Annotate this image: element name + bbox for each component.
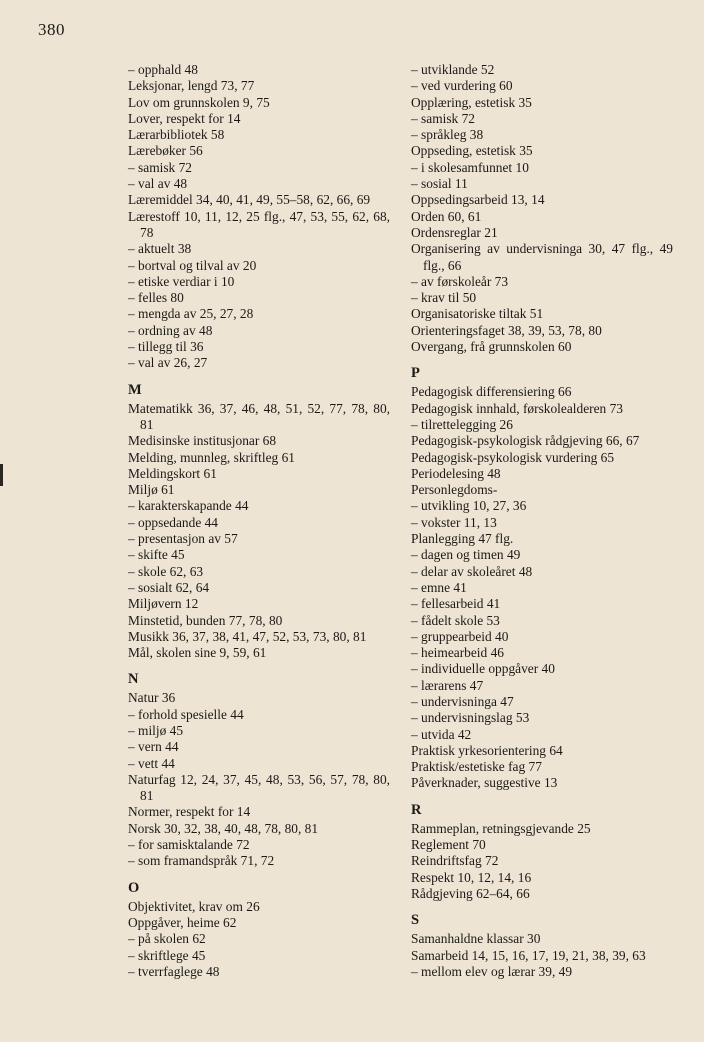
index-entry: Lover, respekt for 14 [128,110,241,126]
index-entry: Mål, skolen sine 9, 59, 61 [128,645,267,661]
index-entry: Reindriftsfag 72 [411,853,499,869]
index-section [128,879,390,980]
index-entry: Organisatoriske tiltak 51 [411,306,544,322]
section-letter: P [411,365,420,382]
index-entry: – val av 26, 27 [128,355,208,371]
index-entry: – skifte 45 [128,547,185,563]
index-entry: – lærarens 47 [411,677,484,693]
index-entry: – vokster 11, 13 [411,514,497,530]
index-entry: – heimearbeid 46 [411,645,504,661]
index-entry: Natur 36 [128,690,176,706]
index-entry: Organisering av undervisninga 30, 47 flg., 49 flg., 66 [411,241,673,273]
index-entry: Personlegdoms- [411,482,498,498]
index-entry: – sosialt 62, 64 [128,579,210,595]
index-entry: – felles 80 [128,290,184,306]
index-section [411,62,673,355]
index-section [411,801,673,902]
index-entry: – vern 44 [128,739,179,755]
index-entry: – på skolen 62 [128,931,206,947]
index-entry: Lærebøker 56 [128,143,203,159]
index-entry: Lærestoff 10, 11, 12, 25 flg., 47, 53, 55, 62, 68, 78 [128,208,390,240]
index-entry: Lov om grunnskolen 9, 75 [128,94,270,110]
index-entry: – samisk 72 [411,110,475,126]
section-letter: N [128,671,139,688]
index-entry: – tverrfaglege 48 [128,963,220,979]
index-entry: – fellesarbeid 41 [411,596,501,612]
index-entry: Pedagogisk-psykologisk vurdering 65 [411,449,615,465]
index-entry: – som framandspråk 71, 72 [128,853,275,869]
index-entry: Minstetid, bunden 77, 78, 80 [128,612,283,628]
index-entry: – av førskoleår 73 [411,273,509,289]
index-entry: Musikk 36, 37, 38, 41, 47, 52, 53, 73, 80, 81 [128,628,367,644]
index-entry: – ved vurdering 60 [411,78,513,94]
index-section [128,381,390,662]
index-entry: Oppseding, estetisk 35 [411,143,533,159]
index-entry: Leksjonar, lengd 73, 77 [128,78,255,94]
index-section [128,670,390,869]
index-entry: Planlegging 47 flg. [411,531,514,547]
index-entry: – mellom elev og lærar 39, 49 [411,963,573,979]
index-entry: Miljø 61 [128,482,175,498]
index-entry: – undervisninga 47 [411,693,514,709]
index-entry: – utviklande 52 [411,62,495,77]
index-entry: – utvida 42 [411,726,472,742]
page-number: 380 [38,20,65,39]
section-letter: S [411,912,420,929]
index-entry: Samanhaldne klassar 30 [411,931,541,947]
index-entry: Miljøvern 12 [128,596,199,612]
index-entry: – dagen og timen 49 [411,547,521,563]
index-entry: – utvikling 10, 27, 36 [411,498,527,514]
index-entry: Melding, munnleg, skriftleg 61 [128,449,295,465]
index-entry: Norsk 30, 32, 38, 40, 48, 78, 80, 81 [128,820,319,836]
index-entry: – forhold spesielle 44 [128,706,244,722]
index-entry: Overgang, frå grunnskolen 60 [411,339,572,355]
index-entry: – skriftlege 45 [128,947,206,963]
index-entry: Oppsedingsarbeid 13, 14 [411,192,545,208]
index-entry: Medisinske institusjonar 68 [128,433,277,449]
index-entry: – språkleg 38 [411,127,484,143]
index-column-left [128,62,390,980]
index-entry: – miljø 45 [128,722,184,738]
index-entry: – opphald 48 [128,62,198,77]
index-entry: – individuelle oppgåver 40 [411,661,555,677]
index-entry: Pedagogisk-psykologisk rådgjeving 66, 67 [411,433,640,449]
index-entry: – bortval og tilval av 20 [128,257,257,273]
index-entry: Rådgjeving 62–64, 66 [411,885,530,901]
index-entry: – fådelt skole 53 [411,612,500,628]
index-entry: – tilrettelegging 26 [411,416,513,432]
index-entry: Orienteringsfaget 38, 39, 53, 78, 80 [411,322,602,338]
index-entry: Pedagogisk differensiering 66 [411,384,572,400]
index-entry: Periodelesing 48 [411,465,501,481]
index-entry: – vett 44 [128,755,175,771]
index-entry: – ordning av 48 [128,322,213,338]
index-entry: Påverknader, suggestive 13 [411,775,558,791]
index-entry: Meldingskort 61 [128,465,217,481]
edge-mark [0,464,3,486]
section-letter: O [128,879,140,896]
index-entry: Naturfag 12, 24, 37, 45, 48, 53, 56, 57, 78, 80, 81 [128,771,390,804]
index-entry: – i skolesamfunnet 10 [411,159,529,175]
index-entry: – gruppearbeid 40 [411,628,509,644]
index-entry: Opplæring, estetisk 35 [411,94,532,110]
index-entry: – presentasjon av 57 [128,531,238,547]
index-entry: – aktuelt 38 [128,241,192,257]
index-entry: Rammeplan, retningsgjevande 25 [411,820,591,836]
index-entry: – karakterskapande 44 [128,498,249,514]
index-section [411,364,673,791]
index-entry: – tillegg til 36 [128,339,204,355]
index-entry: Matematikk 36, 37, 46, 48, 51, 52, 77, 78, 80, 81 [128,400,390,432]
index-entry: – for samisktalande 72 [128,837,250,853]
section-letter: M [128,381,142,398]
index-entry: Samarbeid 14, 15, 16, 17, 19, 21, 38, 39, 63 [411,947,646,963]
section-letter: R [411,801,422,818]
index-entry: Ordensreglar 21 [411,224,498,240]
index-column-right [411,62,673,980]
index-entry: Respekt 10, 12, 14, 16 [411,869,532,885]
index-entry: – samisk 72 [128,159,192,175]
index-entry: Praktisk/estetiske fag 77 [411,759,542,775]
index-section [411,911,673,980]
index-entry: – etiske verdiar i 10 [128,273,235,289]
index-entry: Objektivitet, krav om 26 [128,898,260,914]
index-entry: – oppsedande 44 [128,514,218,530]
index-entry: – delar av skoleåret 48 [411,563,533,579]
index-entry: Læremiddel 34, 40, 41, 49, 55–58, 62, 66, 69 [128,192,371,208]
index-section [128,62,390,372]
index-entry: Pedagogisk innhald, førskolealderen 73 [411,400,623,416]
index-entry: – krav til 50 [411,290,477,306]
index-entry: – sosial 11 [411,176,468,192]
index-entry: Normer, respekt for 14 [128,804,251,820]
index-entry: Oppgåver, heime 62 [128,914,237,930]
index-entry: Praktisk yrkesorientering 64 [411,742,563,758]
index-entry: Reglement 70 [411,837,486,853]
index-entry: – emne 41 [411,579,467,595]
index-entry: Lærarbibliotek 58 [128,127,225,143]
index-entry: – skole 62, 63 [128,563,204,579]
index-entry: – val av 48 [128,176,188,192]
index-entry: – undervisningslag 53 [411,710,530,726]
index-entry: Orden 60, 61 [411,208,482,224]
index-entry: – mengda av 25, 27, 28 [128,306,254,322]
